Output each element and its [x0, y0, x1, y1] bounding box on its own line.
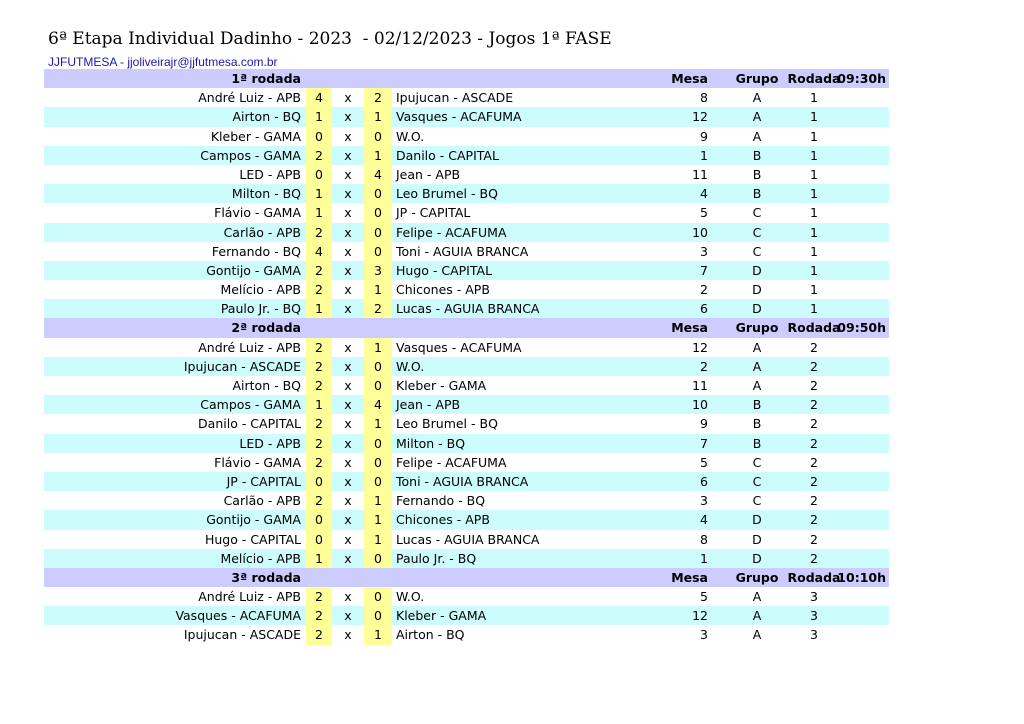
versus: x	[344, 416, 352, 432]
mesa-number: 6	[700, 301, 708, 317]
versus: x	[344, 205, 352, 221]
away-player: Felipe - ACAFUMA	[396, 454, 507, 470]
table-row	[44, 146, 889, 165]
away-score: 0	[364, 549, 392, 568]
column-mesa: Mesa	[671, 569, 708, 585]
table-row	[44, 530, 889, 549]
table-row	[44, 184, 889, 203]
home-player: Flávio - GAMA	[214, 454, 301, 470]
away-score: 1	[364, 338, 392, 357]
column-mesa: Mesa	[671, 71, 708, 86]
away-score: 0	[364, 127, 392, 146]
group-letter: C	[752, 224, 762, 240]
table-row	[44, 376, 889, 395]
table-row	[44, 472, 889, 491]
round-number: 2	[810, 378, 818, 393]
away-score: 0	[364, 376, 392, 395]
round-number: 1	[810, 166, 818, 182]
home-player: Danilo - CAPITAL	[198, 416, 301, 432]
home-score: 2	[306, 261, 332, 280]
group-letter: C	[752, 454, 762, 470]
home-player: Melício - APB	[220, 282, 301, 298]
round-number: 2	[810, 339, 818, 355]
table-row	[44, 261, 889, 280]
away-player: Vasques - ACAFUMA	[396, 339, 522, 355]
away-score: 0	[364, 606, 392, 625]
away-player: Toni - AGUIA BRANCA	[396, 473, 529, 489]
table-row	[44, 127, 889, 146]
mesa-number: 4	[700, 512, 708, 528]
home-score: 0	[306, 127, 332, 146]
mesa-number: 10	[692, 397, 708, 413]
mesa-number: 12	[692, 339, 708, 355]
versus: x	[344, 128, 352, 144]
away-player: Lucas - AGUIA BRANCA	[396, 301, 540, 317]
away-player: Danilo - CAPITAL	[396, 147, 499, 163]
versus: x	[344, 147, 352, 163]
round-number: 1	[810, 109, 818, 125]
group-letter: B	[752, 147, 762, 163]
away-player: Chicones - APB	[396, 512, 490, 528]
group-letter: A	[752, 90, 762, 106]
mesa-number: 11	[692, 378, 708, 393]
column-grupo: Grupo	[735, 71, 779, 86]
home-player: JP - CAPITAL	[226, 473, 301, 489]
away-player: Vasques - ACAFUMA	[396, 109, 522, 125]
versus: x	[344, 493, 352, 509]
group-letter: B	[752, 397, 762, 413]
group-letter: C	[752, 473, 762, 489]
round-number: 1	[810, 243, 818, 259]
home-player: Airton - BQ	[232, 109, 301, 125]
round-header	[44, 318, 889, 337]
table-row	[44, 606, 889, 625]
mesa-number: 9	[700, 128, 708, 144]
away-player: Leo Brumel - BQ	[396, 416, 498, 432]
home-player: Carlão - APB	[223, 493, 301, 509]
away-player: Toni - AGUIA BRANCA	[396, 243, 529, 259]
round-number: 1	[810, 301, 818, 317]
home-player: André Luiz - APB	[198, 589, 301, 605]
away-score: 0	[364, 203, 392, 222]
home-player: Ipujucan - ASCADE	[183, 627, 301, 643]
round-number: 3	[810, 627, 818, 643]
table-row	[44, 299, 889, 318]
home-score: 2	[306, 606, 332, 625]
versus: x	[344, 166, 352, 182]
away-score: 0	[364, 434, 392, 453]
away-player: Fernando - BQ	[396, 493, 486, 509]
away-player: Jean - APB	[396, 166, 461, 182]
mesa-number: 1	[700, 147, 708, 163]
away-player: Kleber - GAMA	[396, 378, 487, 393]
home-player: André Luiz - APB	[198, 90, 301, 106]
round-number: 2	[810, 531, 818, 547]
round-number: 2	[810, 416, 818, 432]
away-score: 3	[364, 261, 392, 280]
versus: x	[344, 109, 352, 125]
home-player: Ipujucan - ASCADE	[183, 358, 301, 374]
round-number: 1	[810, 282, 818, 298]
home-score: 2	[306, 338, 332, 357]
group-letter: A	[752, 128, 762, 144]
away-player: Leo Brumel - BQ	[396, 186, 498, 202]
group-letter: A	[752, 109, 762, 125]
group-letter: C	[752, 493, 762, 509]
table-row	[44, 491, 889, 510]
home-score: 1	[306, 203, 332, 222]
home-score: 4	[306, 242, 332, 261]
away-score: 4	[364, 165, 392, 184]
group-letter: B	[752, 435, 762, 451]
home-score: 2	[306, 223, 332, 242]
home-score: 2	[306, 280, 332, 299]
group-letter: A	[752, 627, 762, 643]
home-player: Campos - GAMA	[200, 397, 301, 413]
home-score: 0	[306, 165, 332, 184]
round-number: 1	[810, 128, 818, 144]
organizer-contact: JJFUTMESA - jjoliveirajr@jjfutmesa.com.br	[48, 55, 278, 69]
away-score: 1	[364, 414, 392, 433]
column-rodada: Rodada	[787, 320, 841, 336]
mesa-number: 2	[700, 282, 708, 298]
home-score: 1	[306, 299, 332, 318]
away-player: Felipe - ACAFUMA	[396, 224, 507, 240]
round-time: 09:50h	[837, 320, 886, 336]
away-score: 0	[364, 242, 392, 261]
mesa-number: 6	[700, 473, 708, 489]
away-score: 1	[364, 280, 392, 299]
mesa-number: 7	[700, 262, 708, 278]
group-letter: D	[752, 531, 762, 547]
mesa-number: 10	[692, 224, 708, 240]
home-score: 2	[306, 453, 332, 472]
table-row	[44, 549, 889, 568]
page-title: 6ª Etapa Individual Dadinho - 2023 - 02/12/2023 - Jogos 1ª FASE	[48, 29, 612, 49]
round-label: 2ª rodada	[231, 320, 301, 336]
mesa-number: 3	[700, 627, 708, 643]
mesa-number: 4	[700, 186, 708, 202]
away-player: JP - CAPITAL	[396, 205, 471, 221]
table-row	[44, 88, 889, 107]
versus: x	[344, 186, 352, 202]
versus: x	[344, 397, 352, 413]
away-score: 1	[364, 491, 392, 510]
table-row	[44, 395, 889, 414]
versus: x	[344, 378, 352, 393]
versus: x	[344, 627, 352, 643]
away-score: 1	[364, 530, 392, 549]
group-letter: A	[752, 378, 762, 393]
versus: x	[344, 550, 352, 566]
group-letter: A	[752, 589, 762, 605]
round-label: 3ª rodada	[231, 569, 301, 585]
home-score: 2	[306, 434, 332, 453]
home-player: André Luiz - APB	[198, 339, 301, 355]
home-score: 2	[306, 376, 332, 395]
home-player: Flávio - GAMA	[214, 205, 301, 221]
home-score: 2	[306, 357, 332, 376]
mesa-number: 12	[692, 109, 708, 125]
away-player: Lucas - AGUIA BRANCA	[396, 531, 540, 547]
group-letter: A	[752, 608, 762, 624]
away-player: Milton - BQ	[396, 435, 466, 451]
home-score: 1	[306, 184, 332, 203]
away-player: Jean - APB	[396, 397, 461, 413]
round-time: 10:10h	[837, 569, 886, 585]
round-number: 1	[810, 262, 818, 278]
group-letter: C	[752, 243, 762, 259]
table-row	[44, 338, 889, 357]
group-letter: C	[752, 205, 762, 221]
home-score: 2	[306, 146, 332, 165]
versus: x	[344, 90, 352, 106]
versus: x	[344, 454, 352, 470]
versus: x	[344, 608, 352, 624]
away-score: 0	[364, 223, 392, 242]
mesa-number: 8	[700, 90, 708, 106]
group-letter: A	[752, 339, 762, 355]
column-grupo: Grupo	[735, 569, 779, 585]
home-player: Vasques - ACAFUMA	[175, 608, 301, 624]
home-score: 0	[306, 530, 332, 549]
table-row	[44, 587, 889, 606]
table-row	[44, 223, 889, 242]
mesa-number: 7	[700, 435, 708, 451]
home-player: Hugo - CAPITAL	[204, 531, 301, 547]
mesa-number: 3	[700, 493, 708, 509]
home-score: 0	[306, 510, 332, 529]
table-row	[44, 357, 889, 376]
home-player: Airton - BQ	[232, 378, 301, 393]
round-number: 1	[810, 147, 818, 163]
home-score: 2	[306, 414, 332, 433]
group-letter: B	[752, 166, 762, 182]
away-score: 1	[364, 625, 392, 644]
home-player: Fernando - BQ	[211, 243, 301, 259]
away-score: 1	[364, 146, 392, 165]
home-player: Melício - APB	[220, 550, 301, 566]
round-number: 1	[810, 224, 818, 240]
games-table	[44, 69, 889, 645]
home-player: Milton - BQ	[231, 186, 301, 202]
home-player: Carlão - APB	[223, 224, 301, 240]
away-player: W.O.	[396, 128, 425, 144]
round-header	[44, 568, 889, 587]
home-player: Paulo Jr. - BQ	[220, 301, 301, 317]
versus: x	[344, 224, 352, 240]
away-player: Ipujucan - ASCADE	[396, 90, 514, 106]
home-player: Gontijo - GAMA	[206, 262, 301, 278]
mesa-number: 5	[700, 589, 708, 605]
versus: x	[344, 473, 352, 489]
away-player: W.O.	[396, 589, 425, 605]
away-score: 0	[364, 453, 392, 472]
round-number: 2	[810, 550, 818, 566]
home-score: 2	[306, 587, 332, 606]
table-row	[44, 242, 889, 261]
home-score: 1	[306, 107, 332, 126]
mesa-number: 5	[700, 205, 708, 221]
round-number: 3	[810, 589, 818, 605]
table-row	[44, 510, 889, 529]
away-player: Airton - BQ	[396, 627, 465, 643]
group-letter: B	[752, 186, 762, 202]
away-player: Paulo Jr. - BQ	[396, 550, 477, 566]
round-number: 2	[810, 397, 818, 413]
round-number: 1	[810, 205, 818, 221]
home-score: 2	[306, 625, 332, 644]
versus: x	[344, 531, 352, 547]
home-player: LED - APB	[239, 435, 301, 451]
away-player: Hugo - CAPITAL	[396, 262, 493, 278]
round-number: 2	[810, 473, 818, 489]
column-rodada: Rodada	[787, 71, 841, 86]
mesa-number: 12	[692, 608, 708, 624]
column-rodada: Rodada	[787, 569, 841, 585]
home-score: 1	[306, 549, 332, 568]
home-score: 0	[306, 472, 332, 491]
table-row	[44, 203, 889, 222]
home-player: Campos - GAMA	[200, 147, 301, 163]
home-score: 4	[306, 88, 332, 107]
group-letter: D	[752, 282, 762, 298]
round-number: 2	[810, 435, 818, 451]
column-grupo: Grupo	[735, 320, 779, 336]
away-score: 1	[364, 510, 392, 529]
round-number: 2	[810, 493, 818, 509]
round-number: 2	[810, 512, 818, 528]
home-player: Kleber - GAMA	[210, 128, 301, 144]
away-score: 0	[364, 357, 392, 376]
versus: x	[344, 301, 352, 317]
away-score: 0	[364, 587, 392, 606]
table-row	[44, 414, 889, 433]
versus: x	[344, 589, 352, 605]
versus: x	[344, 243, 352, 259]
mesa-number: 5	[700, 454, 708, 470]
versus: x	[344, 358, 352, 374]
round-header	[44, 69, 889, 88]
group-letter: D	[752, 301, 762, 317]
away-score: 2	[364, 299, 392, 318]
group-letter: D	[752, 512, 762, 528]
mesa-number: 11	[692, 166, 708, 182]
mesa-number: 1	[700, 550, 708, 566]
versus: x	[344, 339, 352, 355]
round-number: 2	[810, 358, 818, 374]
away-score: 0	[364, 184, 392, 203]
home-score: 2	[306, 491, 332, 510]
mesa-number: 2	[700, 358, 708, 374]
versus: x	[344, 282, 352, 298]
away-score: 2	[364, 88, 392, 107]
round-number: 3	[810, 608, 818, 624]
away-player: Chicones - APB	[396, 282, 490, 298]
table-row	[44, 453, 889, 472]
group-letter: D	[752, 550, 762, 566]
round-time: 09:30h	[837, 71, 886, 86]
away-player: W.O.	[396, 358, 425, 374]
table-row	[44, 165, 889, 184]
column-mesa: Mesa	[671, 320, 708, 336]
table-row	[44, 625, 889, 644]
group-letter: A	[752, 358, 762, 374]
away-player: Kleber - GAMA	[396, 608, 487, 624]
away-score: 1	[364, 107, 392, 126]
round-number: 1	[810, 90, 818, 106]
versus: x	[344, 512, 352, 528]
group-letter: B	[752, 416, 762, 432]
round-label: 1ª rodada	[231, 71, 301, 86]
versus: x	[344, 262, 352, 278]
home-player: LED - APB	[239, 166, 301, 182]
home-player: Gontijo - GAMA	[206, 512, 301, 528]
table-row	[44, 107, 889, 126]
away-score: 4	[364, 395, 392, 414]
group-letter: D	[752, 262, 762, 278]
versus: x	[344, 435, 352, 451]
mesa-number: 9	[700, 416, 708, 432]
table-row	[44, 280, 889, 299]
table-row	[44, 434, 889, 453]
mesa-number: 3	[700, 243, 708, 259]
away-score: 0	[364, 472, 392, 491]
round-number: 1	[810, 186, 818, 202]
round-number: 2	[810, 454, 818, 470]
mesa-number: 8	[700, 531, 708, 547]
home-score: 1	[306, 395, 332, 414]
